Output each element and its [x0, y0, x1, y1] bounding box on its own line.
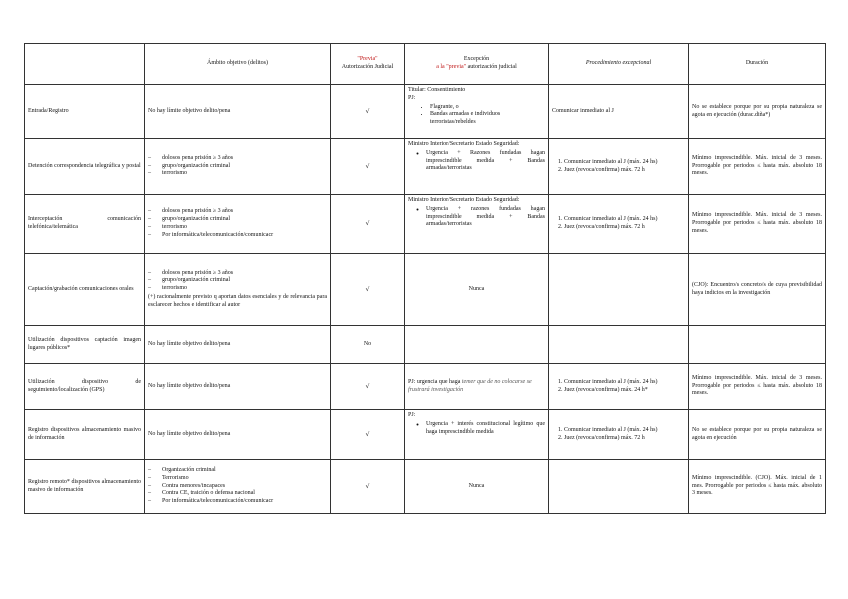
duracion-cell: No se establece porque por su propia naturaleza se agota en ejecución	[689, 410, 826, 460]
ambito-list	[148, 270, 327, 293]
header-procedimiento: Procedimiento excepcional	[549, 44, 689, 85]
header-row	[25, 44, 826, 85]
ambito-cell: No hay límite objetivo delito/pena	[145, 85, 331, 139]
excepcion-cell	[405, 326, 549, 364]
list-item: ◦ Urgencia + Razones fundadas hagan imprescindible medida + Bandas armadas/terroristas	[426, 150, 545, 173]
ambito-extra: (+) racionalmente previsto q aportan datos esenciales y de relevancia para esclarecer hechos e identificar al autor	[148, 293, 327, 308]
row-label: Entrada/Registro	[25, 85, 145, 139]
procedimiento-cell	[549, 460, 689, 514]
table-row	[25, 326, 826, 364]
list-item: 1. Comunicar inmediato al J (máx. 24 hs)	[564, 427, 685, 435]
list-item: – grupo/organización criminal	[148, 216, 327, 224]
duracion-cell	[689, 326, 826, 364]
header-excepcion	[405, 44, 549, 85]
procedimiento-cell	[549, 139, 689, 195]
header-excepcion-title: Excepción	[463, 56, 490, 63]
procedimiento-list	[552, 427, 685, 443]
list-item: – terrorismo	[148, 285, 327, 293]
list-item: 2. Juez (revoca/confirma) máx. 72 h	[564, 224, 685, 232]
excepcion-title: Titular: Consentimiento	[408, 87, 466, 93]
check-icon: √	[331, 410, 405, 460]
header-previa-red: "Previa"	[357, 56, 378, 63]
table-row	[25, 195, 826, 254]
table-row	[25, 410, 826, 460]
table-row	[25, 460, 826, 514]
procedimiento-list	[552, 159, 685, 175]
procedimiento-cell	[549, 195, 689, 254]
list-item: – dolosos pena prisión ≥ 3 años	[148, 208, 327, 216]
list-item: – terrorismo	[148, 170, 327, 178]
check-icon: √	[331, 254, 405, 326]
duracion-cell: (CJO): Encuentro/s concreto/s de cuya previsibilidad haya indicios en la investigación	[689, 254, 826, 326]
ambito-cell: No hay límite objetivo delito/pena	[145, 410, 331, 460]
ambito-cell	[145, 460, 331, 514]
procedimiento-cell: Comunicar inmediato al J	[549, 85, 689, 139]
excepcion-head: Ministro Interior/Secretario Estado Seguridad:	[408, 197, 520, 203]
ambito-cell	[145, 254, 331, 326]
excepcion-plain: PJ: urgencia que haga	[408, 378, 461, 385]
procedimiento-cell	[549, 410, 689, 460]
ambito-cell	[145, 139, 331, 195]
table-row	[25, 139, 826, 195]
ambito-cell: No hay límite objetivo delito/pena	[145, 364, 331, 410]
excepcion-cell	[405, 195, 549, 254]
list-item: – Contra menores/incapaces	[148, 483, 327, 491]
procedimiento-cell	[549, 326, 689, 364]
row-label: Utilización dispositivo de seguimiento/localización (GPS)	[25, 364, 145, 410]
list-item: ◦ Urgencia + razones fundadas hagan imprescindible medida + Bandas armadas/terroristas	[426, 206, 545, 229]
procedimiento-list	[552, 379, 685, 395]
list-item: • Bandas armadas e individuos terroristas/rebeldes	[430, 111, 545, 127]
list-item: – grupo/organización criminal	[148, 277, 327, 285]
list-item: – Organización criminal	[148, 467, 327, 475]
row-label: Detención correspondencia telegráfica y postal	[25, 139, 145, 195]
excepcion-pj: PJ:	[408, 412, 416, 418]
excepcion-list	[408, 150, 545, 173]
list-item: 2. Juez (revoca/confirma) máx. 72 h	[564, 167, 685, 175]
header-excepcion-red: a la "previa"	[436, 64, 467, 70]
duracion-cell: Mínimo imprescindible. Máx. inicial de 3 meses. Prorrogable por periodos ≤ hasta máx. absoluto 18 meses.	[689, 364, 826, 410]
check-icon: √	[331, 460, 405, 514]
excepcion-cell	[405, 85, 549, 139]
list-item: 2. Juez (revoca/confirma) máx. 24 h*	[564, 387, 685, 395]
list-item: – grupo/organización criminal	[148, 163, 327, 171]
list-item: – dolosos pena prisión ≥ 3 años	[148, 270, 327, 278]
excepcion-list	[408, 104, 545, 127]
list-item: • Flagrante, o	[430, 104, 545, 112]
list-item: 1. Comunicar inmediato al J (máx. 24 hs)	[564, 379, 685, 387]
list-item: ◦ Urgencia + interés constitucional legítimo que haga imprescindible medida	[426, 421, 545, 437]
list-item: 1. Comunicar inmediato al J (máx. 24 hs)	[564, 216, 685, 224]
procedimiento-cell	[549, 254, 689, 326]
ambito-list	[148, 208, 327, 239]
list-item: 2. Juez (revoca/confirma) máx. 72 h	[564, 435, 685, 443]
row-label: Captación/grabación comunicaciones orales	[25, 254, 145, 326]
list-item: – dolosos pena prisión ≥ 3 años	[148, 155, 327, 163]
excepcion-cell	[405, 410, 549, 460]
excepcion-cell: Nunca	[405, 254, 549, 326]
table-row	[25, 254, 826, 326]
excepcion-cell	[405, 364, 549, 410]
excepcion-cell: Nunca	[405, 460, 549, 514]
row-label: Registro remoto* dispositivos almacenamiento masivo de información	[25, 460, 145, 514]
check-icon: √	[331, 139, 405, 195]
header-previa	[331, 44, 405, 85]
ambito-cell	[145, 195, 331, 254]
duracion-cell: No se establece porque por su propia naturaleza se agota en ejecución (durac.diña*)	[689, 85, 826, 139]
excepcion-italic: temer que de no colocarse se frustrará investigación	[408, 378, 532, 393]
excepcion-cell	[405, 139, 549, 195]
ambito-list	[148, 155, 327, 178]
procedimiento-cell	[549, 364, 689, 410]
duracion-cell: Mínimo imprescindible. Máx. inicial de 3 meses. Prorrogable por periodos ≤ hasta máx. absoluto 18 meses.	[689, 139, 826, 195]
row-label: Registro dispositivos almacenamiento masivo de información	[25, 410, 145, 460]
table-row	[25, 85, 826, 139]
excepcion-list	[408, 421, 545, 437]
duracion-cell: Mínimo imprescindible. (CJO). Máx. inicial de 1 mes. Prorrogable por periodos ≤ hasta máx. absoluto 3 meses.	[689, 460, 826, 514]
list-item: – Contra CE, traición o defensa nacional	[148, 490, 327, 498]
measures-table	[24, 43, 826, 514]
list-item: – terrorismo	[148, 224, 327, 232]
list-item: – Por informática/telecomunicación/comunicacr	[148, 232, 327, 240]
ambito-list	[148, 467, 327, 506]
check-icon: √	[331, 364, 405, 410]
header-ambito: Ámbito objetivo (delitos)	[145, 44, 331, 85]
header-previa-text: Autorización Judicial	[341, 64, 394, 70]
ambito-cell: No hay límite objetivo delito/pena	[145, 326, 331, 364]
header-duracion: Duración	[689, 44, 826, 85]
header-empty	[25, 44, 145, 85]
header-excepcion-text: autorización judicial	[467, 64, 517, 70]
excepcion-list	[408, 206, 545, 229]
row-label: Interceptación comunicación telefónica/telemática	[25, 195, 145, 254]
procedimiento-list	[552, 216, 685, 232]
duracion-cell: Mínimo imprescindible. Máx. inicial de 3 meses. Prorrogable por periodos ≤ hasta máx. absoluto 18 meses.	[689, 195, 826, 254]
excepcion-pj: PJ:	[408, 94, 416, 101]
list-item: – Por informática/telecomunicación/comunicacr	[148, 498, 327, 506]
list-item: 1. Comunicar inmediato al J (máx. 24 hs)	[564, 159, 685, 167]
check-icon: √	[331, 85, 405, 139]
row-label: Utilización dispositivos captación imagen lugares públicos*	[25, 326, 145, 364]
list-item: – Terrorismo	[148, 475, 327, 483]
check-icon: √	[331, 195, 405, 254]
previa-cell: No	[331, 326, 405, 364]
table-row	[25, 364, 826, 410]
excepcion-head: Ministro Interior/Secretario Estado Seguridad:	[408, 141, 520, 147]
